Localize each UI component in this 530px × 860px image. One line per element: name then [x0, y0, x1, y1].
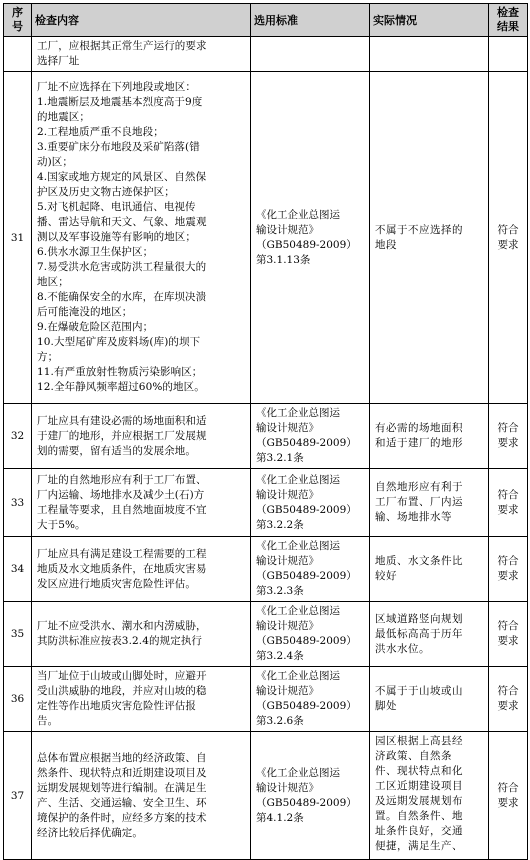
- header-standard: 选用标准: [251, 4, 370, 37]
- row-content: 厂址不应选择在下列地段或地区： 1.地震断层及地震基本烈度高于9度 的地震区； 2.工程地质严重不良地段； 3.重要矿床分布地段及采矿陷落(错 动)区； 4.国家或地方规定的风景区、自然保 护区及历史文物古迹保护区； 5.对飞机起降、电讯通信、电视传 播、雷达导航和天文、气象、地震观 测以及军事设施等有影响的地区； 6.供水水源卫生保护区； 7.易受洪水危害或防洪工程量很大的 地区； 8.不能确保安全的水库，在库坝决溃 后可能淹没的地区； 9.在爆破危险区范围内； 10.大型尾矿库及废料场(库)的坝下 方； 11.有严重放射性物质污染影响区； 12.全年静风频率超过60%的地区。: [32, 72, 251, 404]
- row-standard: 《化工企业总图运 输设计规范》 （GB50489-2009） 第4.1.2条: [251, 732, 370, 860]
- row-num-cell: [4, 37, 32, 72]
- row-actual-cell: [370, 37, 489, 72]
- header-num: 序 号: [4, 4, 32, 37]
- table-row: [4, 72, 528, 404]
- table-row: [4, 667, 528, 732]
- table-row: [4, 537, 528, 602]
- row-num: 33: [4, 469, 32, 537]
- row-num: 31: [4, 72, 32, 404]
- row-actual: 自然地形应有利于 工厂布置、厂内运 输、场地排水等: [370, 469, 489, 537]
- table-row-continuation: [4, 37, 528, 72]
- row-actual: 不属于于山坡或山 脚处: [370, 667, 489, 732]
- row-result: 符合 要求: [489, 667, 528, 732]
- row-num: 34: [4, 537, 32, 602]
- row-standard-cell: [251, 37, 370, 72]
- row-result: 符合 要求: [489, 732, 528, 860]
- row-standard: 《化工企业总图运 输设计规范》 （GB50489-2009） 第3.2.2条: [251, 469, 370, 537]
- table-row: [4, 732, 528, 860]
- inspection-table: [3, 3, 528, 860]
- table-header-row: [4, 4, 528, 37]
- row-content: 厂址应具有满足建设工程需要的工程 地质及水文地质条件，在地质灾害易 发区应进行地质灾害危险性评估。: [32, 537, 251, 602]
- row-content: 当厂址位于山坡或山脚处时，应避开 受山洪威胁的地段，并应对山坡的稳 定性等作出地质灾害危险性评估报 告。: [32, 667, 251, 732]
- row-content: 厂址的自然地形应有利于工厂布置、 厂内运输、场地排水及减少土(石)方 工程量等要求，且自然地面坡度不宜 大于5%。: [32, 469, 251, 537]
- header-content: 检查内容: [32, 4, 251, 37]
- row-content: 厂址不应受洪水、潮水和内涝威胁， 其防洪标准应按表3.2.4的规定执行: [32, 602, 251, 667]
- row-result: 符合 要求: [489, 404, 528, 469]
- row-num: 37: [4, 732, 32, 860]
- row-result: 符合 要求: [489, 537, 528, 602]
- row-standard: 《化工企业总图运 输设计规范》 （GB50489-2009） 第3.2.6条: [251, 667, 370, 732]
- row-result: 符合 要求: [489, 602, 528, 667]
- row-actual: 地质、水文条件比 较好: [370, 537, 489, 602]
- table-row: [4, 602, 528, 667]
- row-num: 36: [4, 667, 32, 732]
- row-result: 符合 要求: [489, 72, 528, 404]
- table-row: [4, 469, 528, 537]
- row-content-cell: 工厂，应根据其正常生产运行的要求 选择厂址: [32, 37, 251, 72]
- row-standard: 《化工企业总图运 输设计规范》 （GB50489-2009） 第3.2.1条: [251, 404, 370, 469]
- row-actual: 区域道路竖向规划 最低标高高于历年 洪水水位。: [370, 602, 489, 667]
- row-standard: 《化工企业总图运 输设计规范》 （GB50489-2009） 第3.2.3条: [251, 537, 370, 602]
- row-content: 厂址应具有建设必需的场地面积和适 于建厂的地形，并应根据工厂发展规 划的需要，留有适当的发展余地。: [32, 404, 251, 469]
- row-result-cell: [489, 37, 528, 72]
- header-actual: 实际情况: [370, 4, 489, 37]
- row-actual: 有必需的场地面积 和适于建厂的地形: [370, 404, 489, 469]
- row-content: 总体布置应根据当地的经济政策、自 然条件、现状特点和近期建设项目及 远期发展规划等进行编制。在满足生 产、生活、交通运输、安全卫生、环 境保护的条件时，应经多方案的技术 经济比较后择优确定。: [32, 732, 251, 860]
- table-row: [4, 404, 528, 469]
- row-actual: 不属于不应选择的 地段: [370, 72, 489, 404]
- row-num: 35: [4, 602, 32, 667]
- row-actual: 园区根据上高县经 济政策、自然条 件、现状特点和化 工区近期建设项目 及远期发展规划布 置。自然条件、地 址条件良好，交通 便捷，满足生产、: [370, 732, 489, 860]
- row-standard: 《化工企业总图运 输设计规范》 （GB50489-2009） 第3.2.4条: [251, 602, 370, 667]
- row-result: 符合 要求: [489, 469, 528, 537]
- row-standard: 《化工企业总图运 输设计规范》 （GB50489-2009） 第3.1.13条: [251, 72, 370, 404]
- header-result: 检查 结果: [489, 4, 528, 37]
- row-num: 32: [4, 404, 32, 469]
